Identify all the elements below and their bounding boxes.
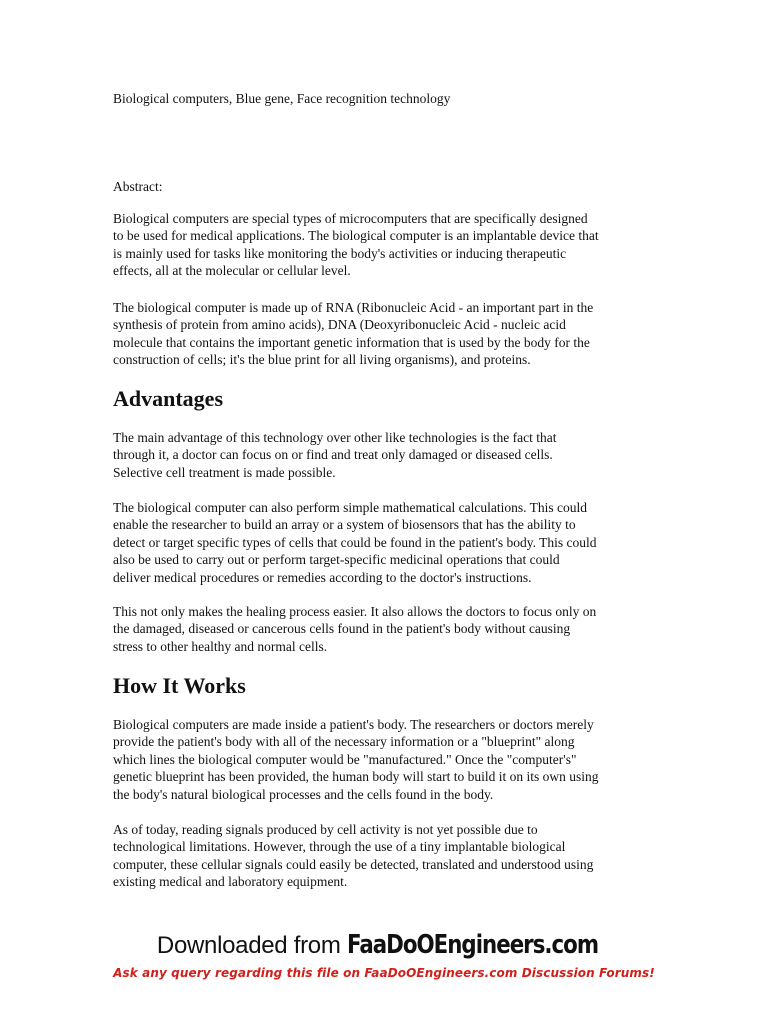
download-footer [0,928,768,980]
text-line: As of today, reading signals produced by cell activity is not yet possible due to [113,822,538,837]
text-line: which lines the biological computer would be "manufactured." Once the "computer's" [113,751,577,767]
advantages-paragraph-1 [113,429,661,481]
abstract-label: Abstract: [113,179,163,194]
advantages-paragraph-3 [113,603,661,655]
text-line: This not only makes the healing process easier. It also allows the doctors to focus only on [113,604,597,619]
text-line: The biological computer is made up of RNA (Ribonucleic Acid - an important part in the [113,300,594,315]
text-line: molecule that contains the important genetic information that is used by the body for the [113,334,590,350]
text-line: enable the researcher to build an array or a system of biosensors that has the ability to [113,517,576,533]
text-line: Biological computers are made inside a patient's body. The researchers or doctors merely [113,717,594,732]
intro-paragraph-1 [113,210,661,280]
text-line: deliver medical procedures or remedies according to the doctor's instructions. [113,569,532,585]
forum-tagline[interactable]: Ask any query regarding this file on FaaDoOEngineers.com Discussion Forums! [113,966,655,980]
text-line: through it, a doctor can focus on or find and treat only damaged or diseased cells. [113,447,553,463]
text-line: computer, these cellular signals could easily be detected, translated and understood using [113,856,594,872]
text-line: Selective cell treatment is made possible. [113,464,336,480]
text-line: The main advantage of this technology over other like technologies is the fact that [113,430,557,445]
text-line: genetic blueprint has been provided, the human body will start to build it on its own using [113,769,599,785]
text-line: also be used to carry out or perform target-specific medicinal operations that could [113,552,560,568]
text-line: is mainly used for tasks like monitoring the body's activities or inducing therapeutic [113,245,567,261]
text-line: effects, all at the molecular or cellular level. [113,263,351,279]
downloaded-from-text: Downloaded from [156,932,347,959]
document-title: Biological computers, Blue gene, Face recognition technology [113,91,451,106]
text-line: synthesis of protein from amino acids), DNA (Deoxyribonucleic Acid - nucleic acid [113,317,566,333]
section-heading-advantages: Advantages [113,386,224,411]
advantages-paragraph-2 [113,499,661,586]
text-line: technological limitations. However, through the use of a tiny implantable biological [113,839,566,855]
text-line: construction of cells; it's the blue print for all living organisms), and proteins. [113,352,531,368]
text-line: stress to other healthy and normal cells. [113,638,328,654]
text-line: to be used for medical applications. The biological computer is an implantable device that [113,228,599,244]
text-line: provide the patient's body with all of the necessary information or a "blueprint" along [113,734,575,750]
text-line: existing medical and laboratory equipment. [113,874,348,890]
section-heading-how-it-works: How It Works [113,673,246,698]
how-it-works-paragraph-2 [113,821,661,891]
text-line: detect or target specific types of cells that could be found in the patient's body. This could [113,534,597,550]
text-line: the damaged, diseased or cancerous cells found in the patient's body without causing [113,621,571,637]
how-it-works-paragraph-1 [113,716,661,803]
text-line: the body's natural biological processes and the cells found in the body. [113,786,494,802]
text-line: The biological computer can also perform simple mathematical calculations. This could [113,500,587,515]
downloaded-from-banner [157,928,611,963]
intro-paragraph-2 [113,299,661,369]
brand-link[interactable]: FaaDoOEngineers.com [346,930,598,960]
text-line: Biological computers are special types of microcomputers that are specifically designed [113,211,588,226]
